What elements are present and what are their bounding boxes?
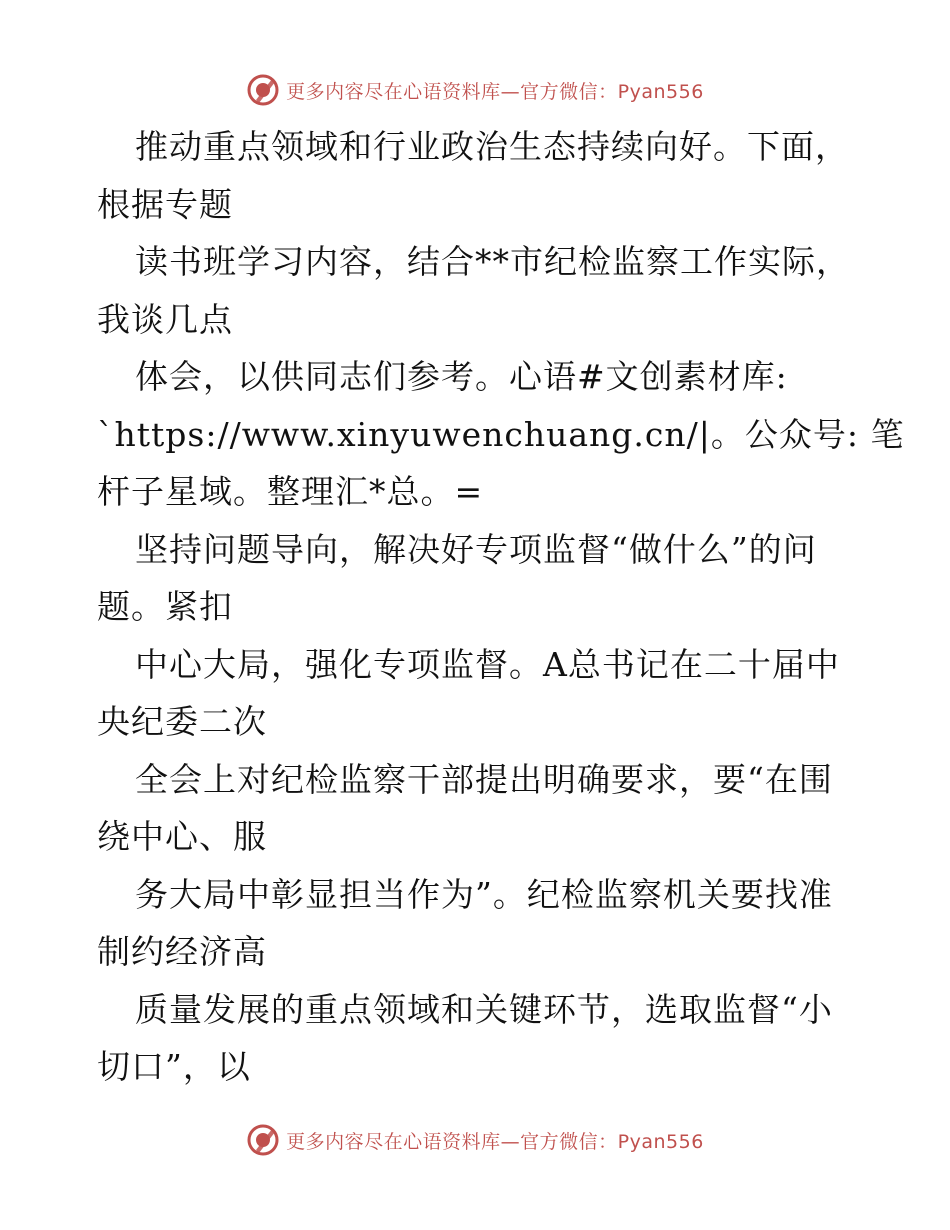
header-banner-text: 更多内容尽在心语资料库—官方微信：Pyan556 — [286, 80, 704, 103]
text-line: 体会，以供同志们参考。心语#文创素材库: — [135, 357, 788, 396]
text-line: 杆子星域。整理汇*总。= — [97, 472, 484, 511]
text-line: 务大局中彰显担当作为”。纪检监察机关要找准 — [135, 874, 833, 914]
text-line: `https://www.xinyuwenchuang.cn/|。公众号: 笔 — [97, 414, 905, 454]
text-line: 根据专题 — [97, 184, 233, 224]
pen-logo-icon — [246, 73, 280, 107]
document-body — [97, 118, 905, 1096]
footer-banner — [0, 1120, 950, 1160]
footer-banner-content — [246, 1123, 704, 1157]
text-line: 质量发展的重点领域和关键环节，选取监督“小 — [135, 989, 833, 1029]
text-line: 我谈几点 — [97, 299, 233, 339]
header-banner-content — [246, 73, 704, 107]
text-line: 全会上对纪检监察干部提出明确要求，要“在围 — [135, 759, 833, 799]
text-line: 题。紧扣 — [97, 587, 233, 626]
pen-logo-icon — [246, 1123, 280, 1157]
text-line: 切口”，以 — [97, 1047, 251, 1086]
text-line: 制约经济高 — [97, 932, 267, 971]
footer-banner-text: 更多内容尽在心语资料库—官方微信：Pyan556 — [286, 1130, 704, 1153]
text-line: 坚持问题导向，解决好专项监督“做什么”的问 — [135, 529, 817, 569]
text-line: 中心大局，强化专项监督。A总书记在二十届中 — [135, 644, 840, 684]
header-banner — [0, 70, 950, 110]
text-line: 读书班学习内容，结合**市纪检监察工作实际， — [135, 242, 850, 281]
text-line: 绕中心、服 — [97, 817, 267, 856]
text-line: 央纪委二次 — [97, 702, 267, 741]
text-line: 推动重点领域和行业政治生态持续向好。下面， — [135, 127, 849, 166]
